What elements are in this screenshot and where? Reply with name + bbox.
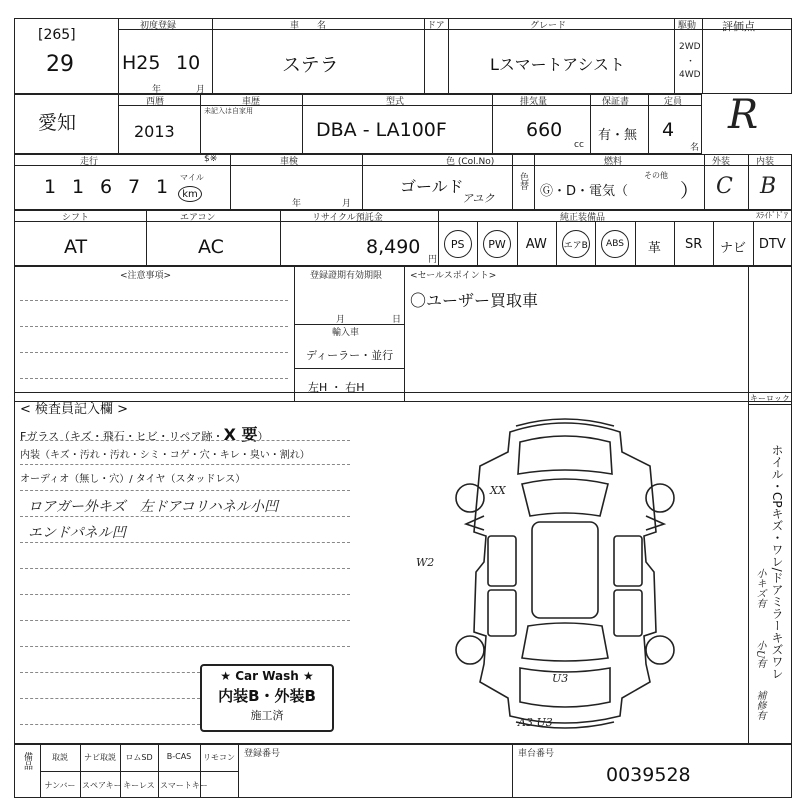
score: R xyxy=(728,92,759,138)
color: ゴールド xyxy=(400,177,464,196)
drive-label: 駆動 xyxy=(678,21,697,31)
reg-number-label: 登録番号 xyxy=(244,749,281,759)
inspection-month-unit: 月 xyxy=(342,199,352,209)
equip-label: 純正装備品 xyxy=(560,213,606,223)
capacity: 4 xyxy=(662,119,675,141)
displacement: 660 xyxy=(526,119,563,141)
glass-line-mark: X 要 xyxy=(223,425,258,444)
car-mark-w2: W2 xyxy=(416,556,435,569)
inspection-title: < 検査員記入欄 > xyxy=(20,402,129,417)
yen-unit: 円 xyxy=(428,255,438,265)
first-reg-label: 初度登録 xyxy=(140,21,177,31)
month-unit: 月 xyxy=(196,85,206,95)
warranty: 有・無 xyxy=(598,128,638,143)
footer-item-bottom-3: スマートキー xyxy=(160,781,208,790)
car-wash-stamp xyxy=(200,664,334,732)
fuel-other: その他 xyxy=(644,171,668,180)
middle-frame xyxy=(14,266,792,402)
equipment-0: PS xyxy=(444,230,472,258)
interior-line: 内装（キズ・汚れ・汚れ・シミ・コゲ・穴・キレ・臭い・割れ） xyxy=(20,450,310,461)
mileage-digit-2: 1 xyxy=(72,176,85,198)
reg-expiry-day: 日 xyxy=(392,315,402,325)
model-label: 型式 xyxy=(386,97,405,107)
slide-door-label: ｽﾗｲﾄﾞﾄﾞｱ xyxy=(756,211,788,220)
car-name: ステラ xyxy=(282,54,339,76)
footer-item-top-0: 取説 xyxy=(52,753,68,762)
model: DBA - LA100F xyxy=(316,119,447,141)
capacity-label: 定員 xyxy=(664,97,683,107)
side-hand-2: 小U有 xyxy=(754,640,765,669)
mileage-digit-5: 1 xyxy=(156,176,169,198)
inspection-label: 車検 xyxy=(280,157,299,167)
western-year-label: 西暦 xyxy=(146,97,165,107)
color-hand: アユク xyxy=(462,192,495,205)
aircon-label: エアコン xyxy=(180,213,216,223)
side-hand-1: 小キズ有 xyxy=(754,568,765,608)
equipment-5: 革 xyxy=(647,241,661,256)
western-year: 2013 xyxy=(134,122,175,141)
fuel: Ⓖ・D・電気（ xyxy=(540,184,629,199)
equipment-7: ナビ xyxy=(719,241,746,256)
sheet-title-strip xyxy=(270,0,490,5)
grade: Lスマートアシスト xyxy=(490,55,625,74)
door-label: ドア xyxy=(427,21,445,31)
year-unit: 年 xyxy=(152,85,162,95)
score-label: 評価点 xyxy=(722,20,755,33)
drive-2wd: 2WD xyxy=(679,42,701,52)
car-mark-a3u3: A3 U3 xyxy=(518,716,553,729)
drive-4wd: 4WD xyxy=(679,70,701,80)
footer-item-top-3: B-CAS xyxy=(166,752,192,761)
reg-expiry-month: 月 xyxy=(336,315,346,325)
import-label: 輸入車 xyxy=(332,328,360,338)
equipment-1: PW xyxy=(483,230,511,258)
recycle-label: リサイクル預託金 xyxy=(312,213,383,223)
history-label: 車歴 xyxy=(242,97,261,107)
recycle: 8,490 xyxy=(366,236,421,258)
meter-change-label: $※ xyxy=(204,154,218,164)
car-wash-done: 施工済 xyxy=(250,709,284,722)
inspection-year-unit: 年 xyxy=(292,199,302,209)
color-change-label: 色替 xyxy=(518,172,528,190)
equipment-6: SR xyxy=(685,237,703,252)
history-note: 未記入は自家用 xyxy=(204,107,253,115)
region: 愛知 xyxy=(38,112,77,134)
mileage-digit-3: 6 xyxy=(100,176,113,198)
side-hand-3: 補修有 xyxy=(754,690,765,720)
glass-line-close: ） xyxy=(257,430,269,443)
displacement-label: 排気量 xyxy=(520,97,548,107)
interior: B xyxy=(760,174,777,199)
mileage-label: 走行 xyxy=(80,157,99,167)
drive-dot: ・ xyxy=(686,57,696,67)
fuel-label: 燃料 xyxy=(604,157,623,167)
shift: AT xyxy=(64,236,88,258)
equipment-3: エアB xyxy=(562,230,590,258)
equipment-8: DTV xyxy=(758,237,786,252)
inspection-hand-1: ロアガー外キズ 左ドアコリハネル小凹 xyxy=(28,499,279,515)
capacity-unit: 名 xyxy=(690,143,700,153)
interior-label: 内装 xyxy=(756,157,775,167)
footer-item-top-1: ナビ取説 xyxy=(84,753,116,762)
mileage-km: km xyxy=(178,186,202,202)
grade-label: グレード xyxy=(530,21,567,31)
key-lock-label: キーロック xyxy=(750,394,790,403)
side-wheel-mirror-text: ホイル・CPキズ・ワレ/ドアミラーキズワレ xyxy=(770,444,784,680)
audio-tire-line: オーディオ（無し・穴）/ タイヤ（スタッドレス） xyxy=(20,474,246,485)
import-handle: 左H ・ 右H xyxy=(308,381,365,394)
footer-item-bottom-2: キーレス xyxy=(123,781,155,790)
notes-label: <注意事項> xyxy=(120,271,172,281)
equipment-2: AW xyxy=(525,237,547,252)
sales-point: 〇ユーザー買取車 xyxy=(410,291,539,310)
footer-item-top-4: リモコン xyxy=(203,753,235,762)
chassis-number: 0039528 xyxy=(606,764,691,786)
first-reg-month: 10 xyxy=(176,52,201,74)
fuel-close: ） xyxy=(680,180,700,202)
glass-line xyxy=(20,422,268,445)
color-label: 色 (Col.No) xyxy=(446,157,495,167)
sales-point-label: <セールスポイント> xyxy=(410,271,497,281)
chassis-label: 車台番号 xyxy=(518,749,555,759)
cc-unit: cc xyxy=(574,140,584,150)
inspection-hand-2: エンドパネル凹 xyxy=(28,525,126,541)
car-wash-main: 内装B・外装B xyxy=(218,687,316,705)
reg-expiry-label: 登録證期有効期限 xyxy=(310,271,383,281)
shift-label: シフト xyxy=(62,213,90,223)
car-mark-xx: XX xyxy=(490,484,506,497)
car-mark-u3: U3 xyxy=(552,672,569,685)
lot-number: 29 xyxy=(46,52,74,77)
exterior-label: 外装 xyxy=(712,157,731,167)
exterior: C xyxy=(716,174,733,199)
warranty-label: 保証書 xyxy=(602,97,630,107)
mileage-digit-4: 7 xyxy=(128,176,141,198)
import-dealer: ディーラー・並行 xyxy=(306,349,394,362)
equipment-4: ABS xyxy=(601,230,629,258)
car-name-label: 車 名 xyxy=(290,21,327,31)
first-reg-era: H25 xyxy=(122,52,161,74)
lot-label: [265] xyxy=(38,27,76,43)
footer-item-bottom-0: ナンバー xyxy=(44,781,76,790)
mileage-mile: マイル xyxy=(180,173,204,182)
footer-side-label: 備品 xyxy=(22,752,32,770)
car-wash-title: ★ Car Wash ★ xyxy=(220,669,314,683)
glass-line-text: Fガラス（キズ・飛石・ヒビ・リペア跡・ xyxy=(20,430,224,443)
footer-item-top-2: ロムSD xyxy=(125,753,153,762)
footer-item-bottom-1: スペアキー xyxy=(82,781,122,790)
aircon: AC xyxy=(198,236,224,258)
mileage-digit-1: 1 xyxy=(44,176,57,198)
